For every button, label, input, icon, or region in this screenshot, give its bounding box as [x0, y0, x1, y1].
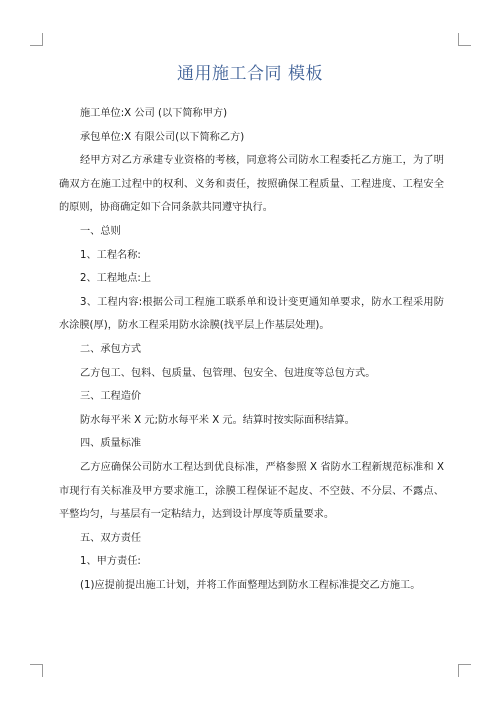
paragraph-project-content: 3、工程内容:根据公司工程施工联系单和设计变更通知单要求，防水工程采用防水涂膜(厚)，防水工程采用防水涂膜(找平层上作基层处理)。 [59, 296, 444, 332]
crop-mark-top-left [30, 33, 43, 46]
paragraph-quality: 乙方应确保公司防水工程达到优良标准，严格参照 X 省防水工程新规范标准和 X 市现行有关标准及甲方要求施工，涂膜工程保证不起皮、不空鼓、不分层、不露点、平整均匀，与基层有一定粘结力，达到设计厚度等质量要求。 [59, 461, 444, 521]
paragraph-contract-method: 乙方包工、包料、包质量、包管理、包安全、包进度等总包方式。 [80, 367, 376, 379]
paragraph-project-location: 2、工程地点:上 [80, 273, 152, 285]
section-heading-quality: 四、质量标准 [80, 438, 142, 450]
crop-mark-top-right [458, 33, 471, 46]
section-heading-cost: 三、工程造价 [80, 391, 142, 403]
paragraph-party-a-item-1: (1)应提前提出施工计划，并将工作面整理达到防水工程标准提交乙方施工。 [80, 579, 421, 591]
paragraph-party-a-responsibility: 1、甲方责任: [80, 556, 141, 568]
crop-mark-bottom-right [458, 664, 471, 677]
paragraph-cost: 防水每平米 X 元;防水每平米 X 元。结算时按实际面积结算。 [80, 414, 355, 426]
section-heading-responsibilities: 五、双方责任 [80, 532, 142, 544]
section-heading-general: 一、总则 [80, 225, 121, 237]
paragraph-preamble: 经甲方对乙方承建专业资格的考核，同意将公司防水工程委托乙方施工，为了明确双方在施工过程中的权利、义务和责任，按照确保工程质量、工程进度、工程安全的原则，协商确定如下合同条款共同遵守执行。 [59, 155, 444, 214]
paragraph-construction-unit: 施工单位:X 公司 (以下简称甲方) [80, 108, 228, 119]
document-title: 通用施工合同 模板 [177, 64, 323, 84]
document-body [59, 102, 444, 597]
section-heading-contract-method: 二、承包方式 [80, 343, 142, 355]
paragraph-contractor-unit: 承包单位:X 有限公司(以下简称乙方) [80, 131, 245, 143]
paragraph-project-name: 1、工程名称: [80, 249, 141, 261]
crop-mark-bottom-left [30, 664, 43, 677]
